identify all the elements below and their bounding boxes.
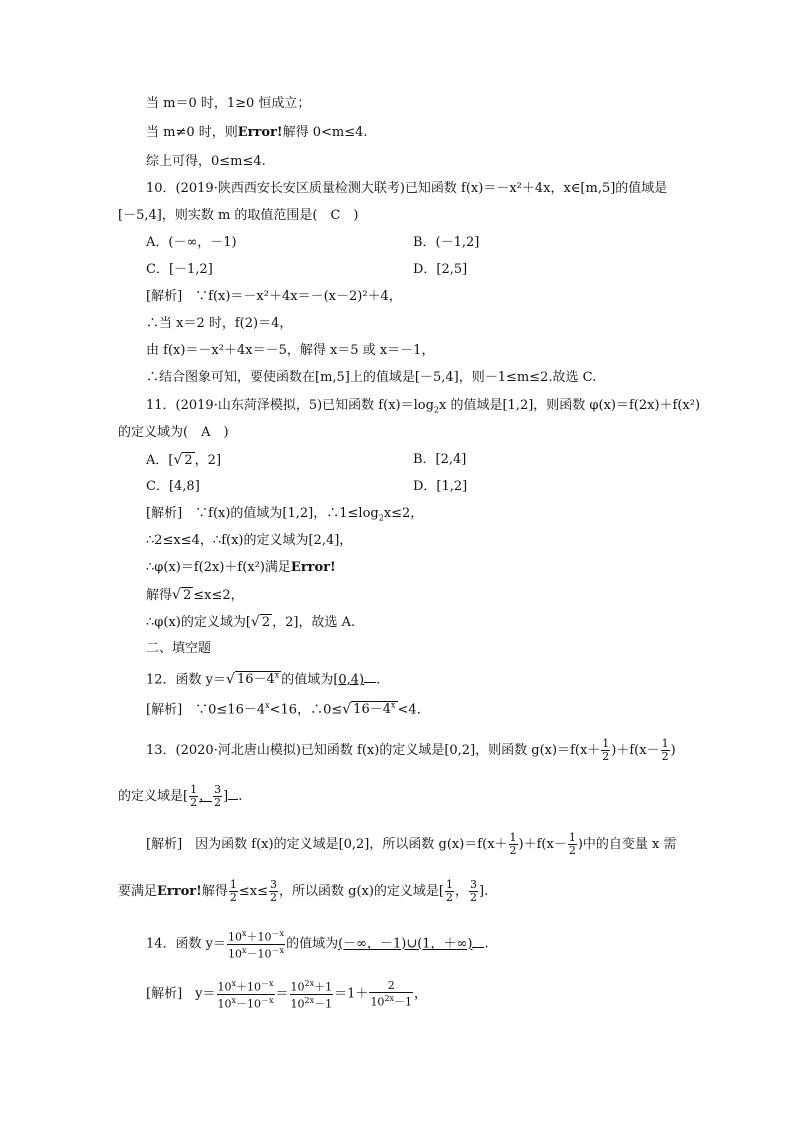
exponent: x — [274, 671, 280, 680]
exponent: 2x — [384, 993, 395, 1003]
text-span: [解析] 因为函数 f(x)的定义域是[0,2]，所以函数 g(x)＝f(x＋ — [146, 837, 508, 852]
text-span: 11．(2019·山东菏泽模拟，5)已知函数 f(x)＝log — [146, 398, 434, 413]
text-span: 解得 — [146, 588, 173, 603]
sqrt-expression — [226, 668, 281, 688]
denominator: 2 — [661, 750, 669, 763]
text-span: ＋ — [314, 980, 326, 994]
question-11-stem — [146, 398, 700, 419]
analysis-line — [118, 879, 488, 904]
analysis-line: [解析] ∵f(x)＝－x²＋4x＝－(x－2)²＋4， — [146, 289, 402, 304]
text-span: 13．(2020·河北唐山模拟)已知函数 f(x)的定义域是[0,2]，则函数 g(x)＝f(x＋ — [146, 743, 601, 758]
fraction-expression — [217, 978, 275, 1010]
exponent: x — [391, 701, 396, 710]
text-span: 解得 0<m≤4. — [282, 125, 368, 140]
option-a — [146, 452, 221, 469]
numerator: 1 — [446, 878, 454, 891]
fraction-three-halves — [269, 879, 278, 904]
radicand — [235, 671, 281, 687]
denominator: 2 — [229, 891, 237, 904]
sqrt-expression — [342, 698, 397, 718]
denominator: 2 — [190, 796, 198, 809]
radical-sign: √ — [173, 452, 183, 468]
denominator: 2 — [446, 891, 454, 904]
analysis-line — [146, 832, 677, 857]
radical-sign: √ — [226, 671, 235, 688]
question-10-stem: 10．(2019·陕西西安长安区质量检测大联考)已知函数 f(x)＝－x²＋4x，x∈[m,5]的值域是 — [146, 181, 668, 196]
text-span: 1 — [325, 997, 333, 1011]
analysis-line: ∴结合图象可知，要使函数在[m,5]上的值域是[－5,4]，则－1≤m≤2.故选 C. — [146, 370, 597, 385]
text-span: － — [246, 947, 258, 961]
numerator: 1 — [229, 878, 237, 891]
option-c: C．[4,8] — [146, 479, 200, 494]
text-span: 当 m≠0 时，则 — [146, 125, 238, 140]
answer-blank: (－∞，－1)∪(1，＋∞) — [338, 936, 473, 952]
radical-sign: √ — [250, 614, 260, 630]
denominator: 2 — [214, 796, 222, 809]
text-span: <16，∴0≤ — [269, 702, 343, 718]
analysis-line — [146, 587, 244, 604]
text-span: ＝1＋ — [334, 986, 369, 1002]
exponent: x — [242, 945, 247, 955]
exponent: －x — [271, 945, 285, 955]
answer-blank — [183, 783, 229, 809]
text-span: )＋f(x－ — [611, 743, 660, 758]
text-span: . — [238, 789, 243, 804]
analysis-line: ∴2≤x≤4，∴f(x)的定义域为[2,4]， — [146, 533, 353, 548]
numerator: 3 — [214, 783, 222, 796]
fraction-one-half — [661, 738, 670, 763]
fraction-one-half — [445, 879, 454, 904]
exponent: x — [231, 995, 237, 1005]
option-d: D．[2,5] — [413, 262, 468, 277]
numerator: 1 — [509, 831, 517, 844]
numerator — [217, 978, 275, 995]
text-span: － — [314, 997, 326, 1011]
text-span: <4. — [397, 702, 421, 718]
option-b: B．[2,4] — [413, 452, 467, 467]
text-span: 要满足 — [118, 884, 158, 899]
error-text: Error! — [290, 560, 336, 575]
text-span: ≤x≤ — [238, 884, 268, 899]
radicand: 2 — [261, 615, 271, 630]
radical-sign: √ — [172, 587, 181, 603]
section-heading: 二、填空题 — [146, 641, 212, 656]
question-11-stem-cont: 的定义域为( A ) — [118, 425, 229, 440]
text-span: . — [484, 936, 489, 952]
answer-blank: [0,4) — [333, 672, 365, 688]
text-span: 14．函数 y＝ — [146, 936, 227, 952]
analysis-line — [146, 698, 421, 718]
numerator: 1 — [661, 737, 669, 750]
fraction-one-half — [509, 832, 518, 857]
radicand — [351, 701, 397, 717]
numerator — [227, 928, 285, 945]
question-14-stem — [146, 928, 489, 960]
text-span: A．[ — [146, 453, 174, 468]
text-span: ∴φ(x)的定义域为[ — [146, 615, 251, 630]
text-span: ) — [670, 743, 676, 758]
text-line — [146, 125, 368, 141]
text-span: ＋ — [236, 980, 248, 994]
text-span: 的值域为 — [281, 672, 334, 688]
text-span: [解析] ∵0≤16－4 — [146, 702, 266, 718]
text-span: ＝ — [275, 986, 289, 1002]
denominator: 2 — [470, 891, 478, 904]
text-span: 的值域为 — [286, 936, 339, 952]
text-span: 10 — [247, 997, 262, 1011]
text-span: 1 — [405, 995, 413, 1009]
option-d: D．[1,2] — [413, 479, 468, 494]
text-span: ， — [455, 884, 469, 899]
text-span: 10 — [228, 947, 243, 961]
option-c: C．[－1,2] — [146, 262, 213, 277]
radicand: 2 — [182, 588, 192, 603]
fraction-one-half — [229, 879, 238, 904]
text-span: ， — [199, 789, 213, 804]
text-span: ≤x≤2， — [193, 588, 244, 603]
text-span: ，2] — [194, 453, 222, 468]
text-span: － — [394, 995, 406, 1009]
text-span: ]. — [479, 884, 489, 899]
numerator: 1 — [568, 831, 576, 844]
numerator: 3 — [270, 878, 277, 891]
option-a: A．(－∞，－1) — [146, 235, 237, 250]
text-span: x 的值域是[1,2]，则函数 φ(x)＝f(2x)＋f(x²) — [439, 398, 701, 413]
exponent: －x — [261, 995, 274, 1005]
fraction-one-half — [189, 784, 198, 809]
text-span: )中的自变量 x 需 — [577, 837, 677, 852]
numerator: 2 — [369, 980, 413, 993]
numerator — [290, 978, 334, 995]
text-span — [364, 670, 376, 683]
text-span: 的定义域是 — [118, 789, 184, 804]
question-13-stem — [146, 738, 676, 763]
text-span: 10 — [247, 980, 262, 994]
fraction-expression — [227, 928, 285, 960]
text-span: 10 — [290, 980, 305, 994]
exponent: x — [231, 979, 237, 988]
denominator — [290, 995, 334, 1011]
sqrt-expression — [172, 587, 193, 604]
fraction-one-half — [568, 832, 577, 857]
log-base: 2 — [433, 405, 439, 415]
text-span: 10 — [228, 930, 243, 944]
text-span: － — [236, 997, 248, 1011]
error-text: Error! — [237, 125, 283, 140]
radicand-text: 16－4 — [236, 672, 275, 688]
text-span: ∴φ(x)＝f(2x)＋f(x²)满足 — [146, 560, 291, 575]
numerator: 1 — [602, 737, 610, 750]
text-span: 10 — [370, 995, 385, 1009]
question-10-stem-cont: [－5,4]，则实数 m 的取值范围是( C ) — [118, 208, 359, 223]
denominator — [217, 995, 275, 1011]
analysis-line — [146, 560, 336, 576]
text-line: 综上可得，0≤m≤4. — [146, 154, 266, 169]
question-12-stem — [146, 668, 380, 688]
text-span: ，所以函数 g(x)的定义域是[ — [279, 884, 445, 899]
text-span: 10 — [257, 930, 272, 944]
denominator: 2 — [568, 844, 576, 857]
fraction-expression — [290, 978, 334, 1010]
exponent: 2x — [304, 979, 315, 988]
text-span: 解得 — [201, 884, 228, 899]
radicand-text: 16－4 — [353, 702, 391, 718]
analysis-line — [146, 506, 423, 527]
denominator — [227, 945, 285, 961]
text-span: ] — [223, 789, 229, 804]
fraction-three-halves — [213, 784, 222, 809]
text-span: [解析] ∵f(x)的值域为[1,2]，∴1≤log — [146, 506, 379, 521]
radicand: 2 — [184, 453, 193, 468]
text-span: 10 — [290, 997, 305, 1011]
exponent: －x — [271, 929, 285, 938]
denominator: 2 — [270, 891, 277, 904]
denominator: 2 — [602, 750, 610, 763]
text-span: 10 — [217, 980, 232, 994]
analysis-line — [146, 978, 427, 1010]
text-span: 10 — [217, 997, 232, 1011]
text-span: ，2]，故选 A. — [272, 615, 356, 630]
denominator — [369, 993, 413, 1009]
text-span — [472, 935, 484, 948]
question-13-stem-cont — [118, 784, 242, 809]
exponent: －x — [261, 979, 274, 988]
fraction-one-half — [601, 738, 610, 763]
radical-sign: √ — [342, 701, 352, 718]
analysis-line: 由 f(x)＝－x²＋4x＝－5，解得 x＝5 或 x＝－1， — [146, 343, 435, 358]
text-span: 10 — [257, 947, 272, 961]
text-span: . — [376, 672, 381, 688]
numerator: 3 — [470, 878, 478, 891]
sqrt-expression — [173, 452, 194, 469]
text-span — [228, 787, 238, 800]
option-b: B．(－1,2] — [413, 235, 480, 250]
exponent: 2x — [304, 995, 315, 1005]
error-text: Error! — [157, 884, 202, 899]
text-span: [解析] y＝ — [146, 986, 216, 1002]
analysis-line — [146, 614, 355, 631]
sqrt-expression — [251, 614, 272, 631]
fraction-three-halves — [469, 879, 478, 904]
text-span: )＋f(x－ — [518, 837, 567, 852]
analysis-line: ∴当 x＝2 时，f(2)＝4， — [146, 316, 293, 331]
text-span: ， — [414, 986, 428, 1002]
text-span: 12．函数 y＝ — [146, 672, 227, 688]
numerator: 1 — [190, 783, 198, 796]
exponent: x — [242, 929, 247, 938]
text-span: 1 — [325, 980, 333, 994]
text-span: [ — [183, 789, 189, 804]
log-base: 2 — [378, 513, 384, 523]
fraction-expression — [369, 980, 413, 1009]
denominator: 2 — [509, 844, 517, 857]
text-line: 当 m＝0 时，1≥0 恒成立； — [146, 96, 311, 111]
exponent: x — [265, 701, 270, 710]
text-span: x≤2， — [383, 506, 424, 521]
text-span: ＋ — [246, 930, 258, 944]
